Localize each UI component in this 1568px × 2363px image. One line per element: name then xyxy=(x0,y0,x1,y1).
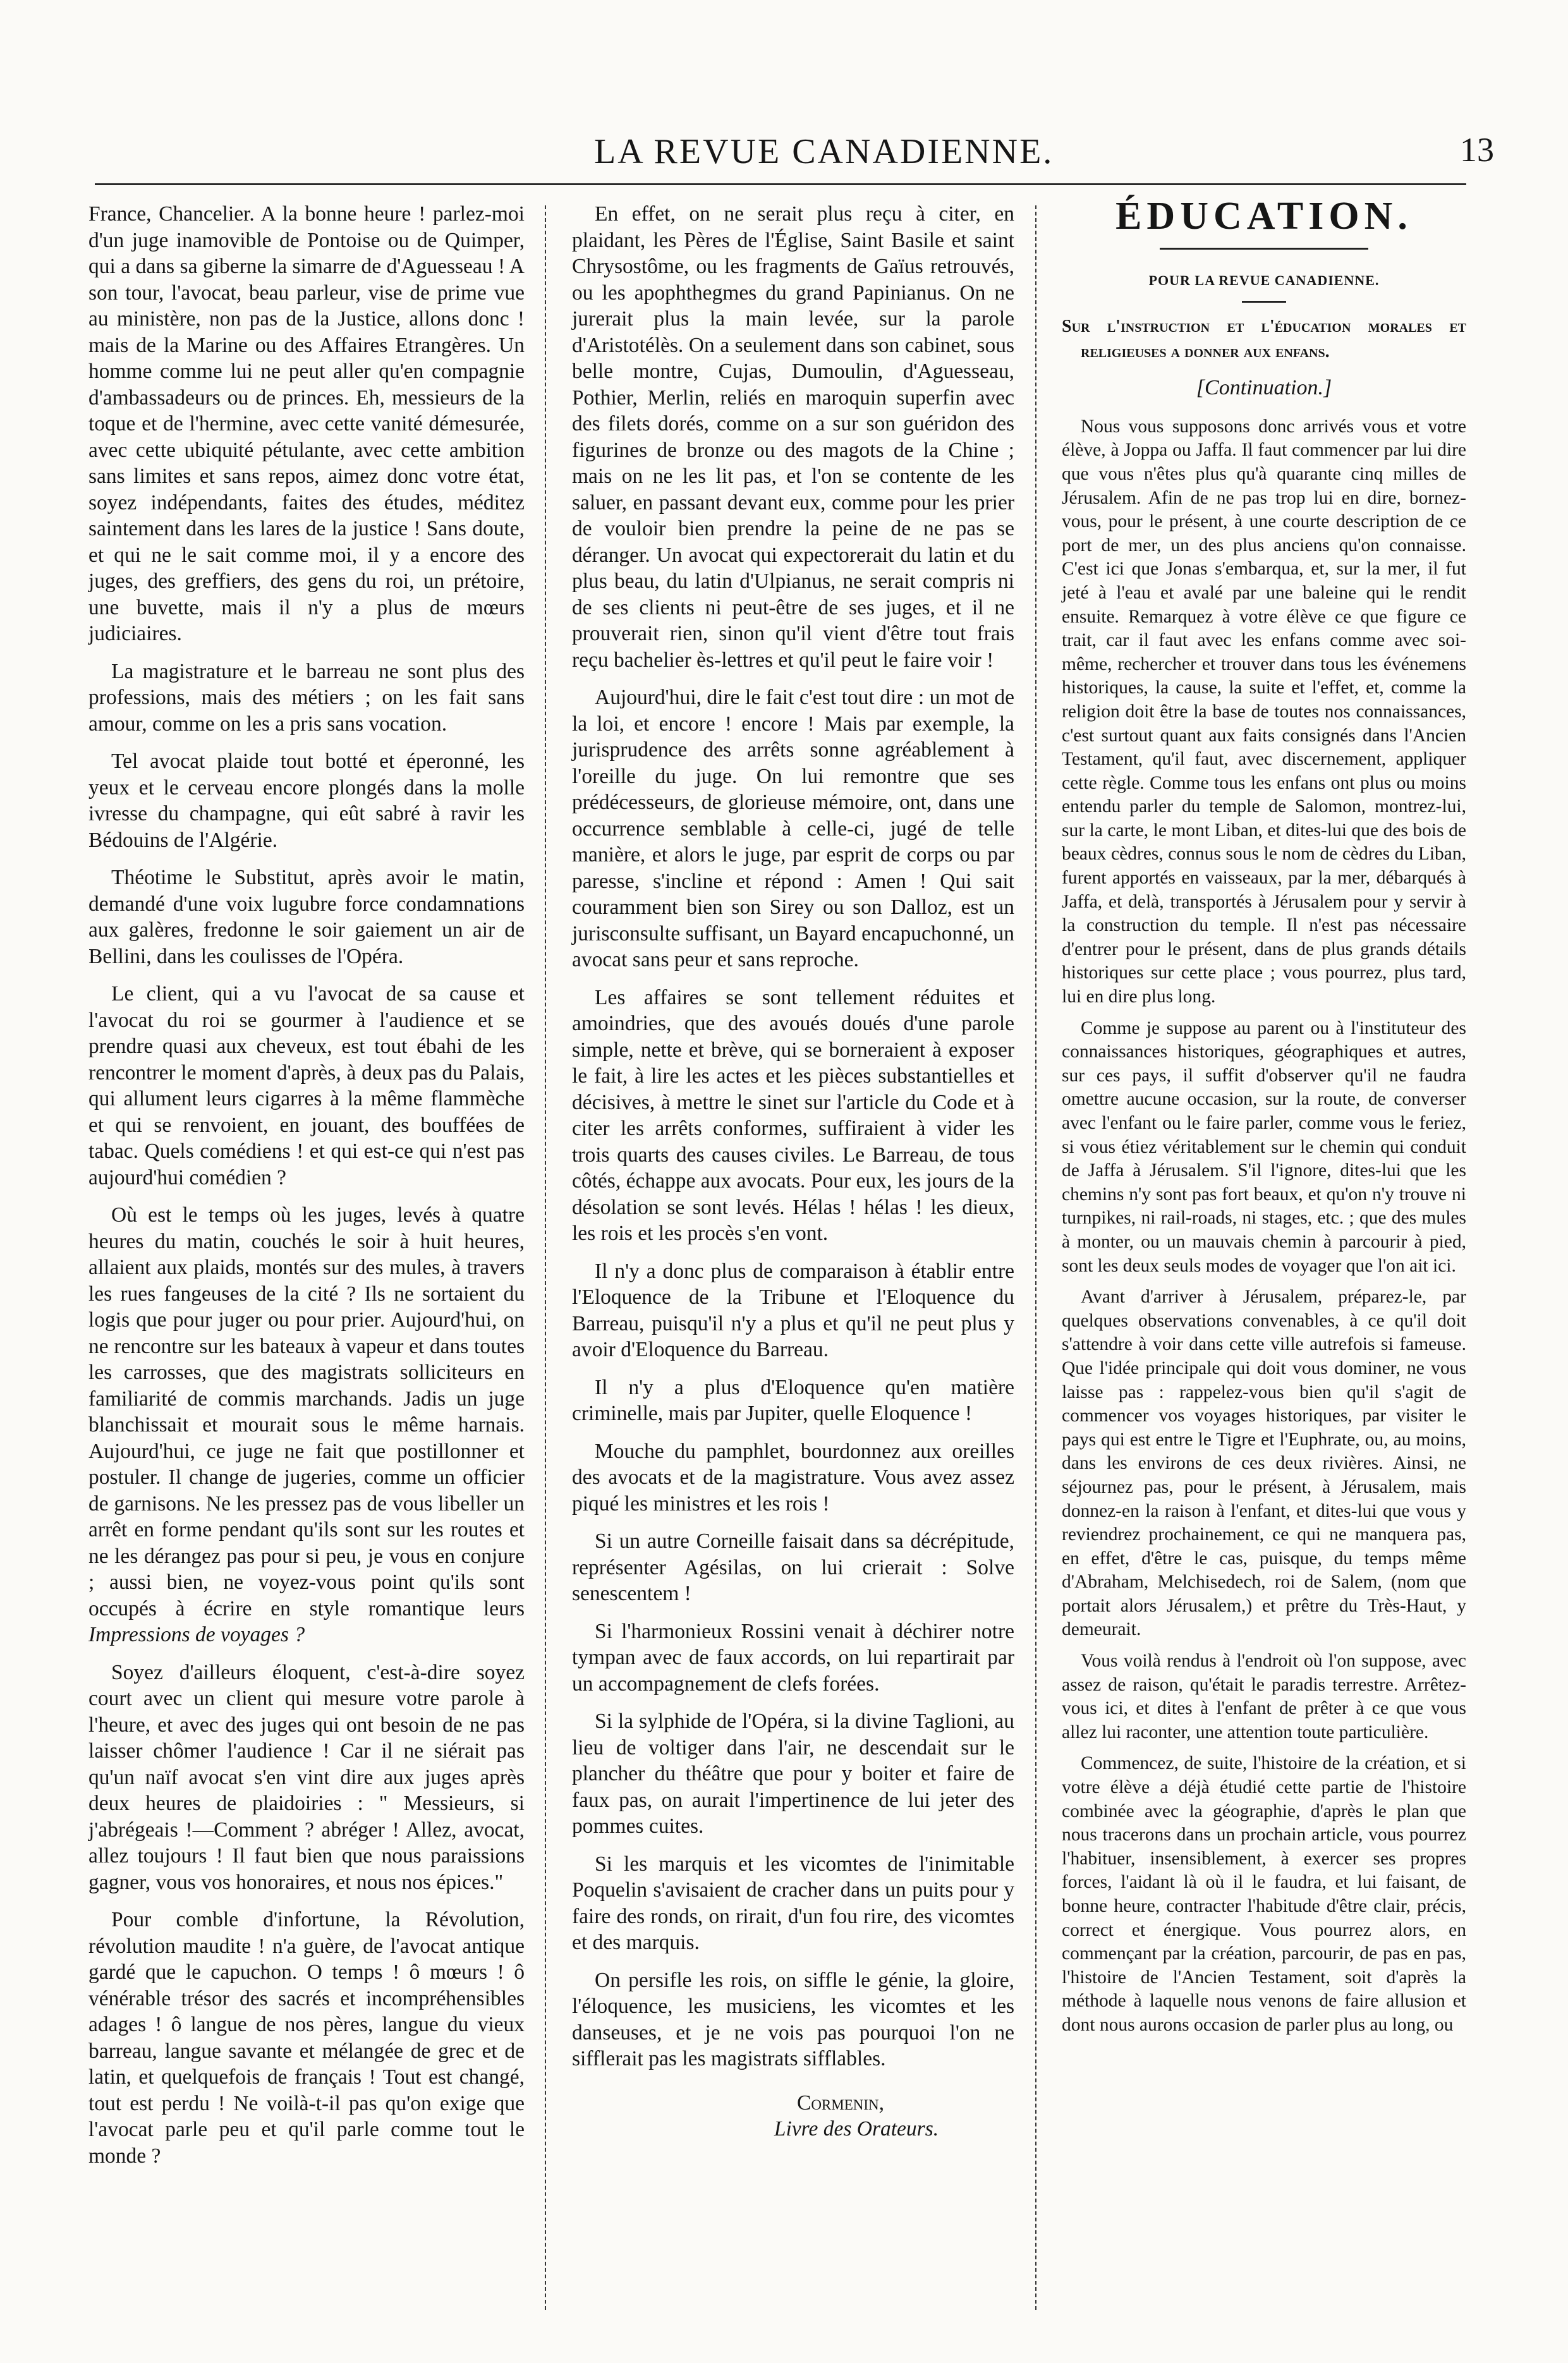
paragraph: Si les marquis et les vicomtes de l'inimitable Poquelin s'avisaient de cracher dans un puits pour y faire des ronds, on rirait, d'un fou rire, des vicomtes et des marquis. xyxy=(572,1852,1014,1954)
italic-work-title: Impressions de voyages ? xyxy=(88,1623,305,1646)
paragraph: Si l'harmonieux Rossini venait à déchirer notre tympan avec de faux accords, on lui repartirait par un accompagnement de clefs forées. xyxy=(572,1619,1014,1696)
paragraph: En effet, on ne serait plus reçu à citer, en plaidant, les Pères de l'Église, Saint Basile et saint Chrysostôme, ou les fragments de Gaïus retrouvés, ou les apophthegmes du grand Papinianus. On ne jurerait plus la main levée, sur la parole d'Aristotélès. On a seulement dans son cabinet, sous belle montre, Cujas, Dumoulin, d'Aguesseau, Pothier, Merlin, reliés en maroquin superfin avec des filets dorés, comme on a sur son guéridon des figurines de bronze ou des magots de la Chine ; mais on ne les lit pas, et l'on se contente de les saluer, en passant devant eux, comme pour les prier de vouloir bien prendre la peine de ne pas se déranger. Un avocat qui expectorerait du latin et du plus beau, du latin d'Ulpianus, ne serait compris ni de ses clients ni peut-être de ses juges, et il ne prouverait rien, sinon qu'il vient d'être tout frais reçu bachelier ès-lettres et qu'il peut le faire voir ! xyxy=(572,202,1014,672)
column-2 xyxy=(572,201,1014,2142)
paragraph: Théotime le Substitut, après avoir le matin, demandé d'une voix lugubre force condamnations aux galères, fredonne le soir gaiement un air de Bellini, dans les coulisses de l'Opéra. xyxy=(88,866,525,968)
column-1 xyxy=(88,201,525,2180)
paragraph-with-title xyxy=(88,1202,525,1648)
source-work: Livre des Orateurs. xyxy=(774,2117,939,2141)
paragraph: France, Chancelier. A la bonne heure ! parlez-moi d'un juge inamovible de Pontoise ou de Quimper, qui a dans sa giberne la simarre de d'Aguesseau ! A son tour, l'avocat, beau parleur, vise de prime vue au ministère, non pas de la Justice, allons donc ! mais de la Marine ou des Affaires Etrangères. Un homme comme lui ne peut aller qu'en compagnie d'ambassadeurs ou de princes. Eh, messieurs de la toque et de l'hermine, avec cette vanité démesurée, avec cette ubiquité pétulante, avec cette ambition sans limites et sans repos, aimez donc votre état, soyez indépendants, faites des études, méditez saintement dans les lares de la justice ! Sans doute, et qui ne le sait comme moi, il y a encore des juges, des greffiers, des gens du roi, un prétoire, une buvette, mais il n'y a plus de mœurs judiciaires. xyxy=(88,202,525,645)
paragraph: Comme je suppose au parent ou à l'instituteur des connaissances historiques, géographiques et autres, sur ces pays, il suffit d'observer qu'il ne faudra omettre aucune occasion, sur la route, de converser avec l'enfant ou le faire parler, comme vous le feriez, si vous étiez véritablement sur le chemin qui conduit de Jaffa à Jérusalem. S'il l'ignore, dites-lui que les chemins n'y sont pas fort beaux, et qu'on n'y trouve ni turnpikes, ni rail-roads, ni stages, etc. ; que des mules à monter, ou un mauvais chemin à parcourir à pied, sont les deux seuls modes de voyager que l'on ait ici. xyxy=(1062,1017,1466,1276)
paragraph: Le client, qui a vu l'avocat de sa cause et l'avocat du roi se gourmer à l'audience et se prendre quasi aux cheveux, est tout ébahi de les rencontrer le moment d'après, à deux pas du Palais, qui allument leurs cigarres à la même flammèche et qui se renvoient, en jouant, des bouffées de tabac. Quels comédiens ! et qui est-ce qui n'est pas aujourd'hui comédien ? xyxy=(88,982,525,1189)
paragraph: Mouche du pamphlet, bourdonnez aux oreilles des avocats et de la magistrature. Vous avez assez piqué les ministres et les rois ! xyxy=(572,1439,1014,1516)
column-3 xyxy=(1062,195,1466,2045)
section-title: ÉDUCATION. xyxy=(1115,195,1413,238)
byline: POUR LA REVUE CANADIENNE. xyxy=(1148,272,1380,288)
byline-rule xyxy=(1242,301,1286,303)
header-rule xyxy=(95,183,1466,185)
paragraph: Avant d'arriver à Jérusalem, préparez-le, par quelques observations convenables, à ce qu'il doit s'attendre à voir dans cette ville autrefois si fameuse. Que l'idée principale qui doit vous dominer, ne vous laisse pas : rappelez-vous bien qu'il s'agit de commencer vos voyages historiques, par visiter le pays qui est entre le Tigre et l'Euphrate, ou, au moins, dans les environs de ces deux rivières. Ainsi, ne séjournez pas, pour le présent, à Jérusalem, mais donnez-en la raison à l'enfant, et dites-lui que vous y reviendrez prochainement, ce qui ne manquera pas, en effet, d'être le cas, puisque, du temps même d'Abraham, Melchisedech, roi de Salem, (nom que portait alors Jérusalem,) et prêtre du Très-Haut, y demeurait. xyxy=(1062,1287,1466,1640)
paragraph: Pour comble d'infortune, la Révolution, révolution maudite ! n'a guère, de l'avocat antique gardé que le capuchon. O temps ! ô mœurs ! ô vénérable trésor des sacrés et incompréhensibles adages ! ô langue de nos pères, langue du vieux barreau, langue savante et mélangée de grec et de latin, et quelquefois de français ! Tout est changé, tout est perdu ! Ne voilà-t-il pas qu'on exige que l'avocat parle peu et qu'il parle comme tout le monde ? xyxy=(88,1908,525,2168)
section-rule xyxy=(1160,248,1368,250)
paragraph: Commencez, de suite, l'histoire de la création, et si votre élève a déjà étudié cette partie de l'histoire combinée avec la géographie, d'après le plan que nous tracerons dans un prochain article, vous pourrez l'habituer, insensiblement, à exercer ses propres forces, l'aidant là où il le faudra, et lui faisant, de bonne heure, contracter l'habitude d'être clair, précis, correct et énergique. Vous pourrez alors, en commençant par la création, parcourir, de pas en pas, l'histoire de l'Ancien Testament, soit d'après la méthode à laquelle nous venons de faire allusion et dont nous aurons occasion de parler plus au long, ou xyxy=(1062,1753,1466,2035)
paragraph: Les affaires se sont tellement réduites et amoindries, que des avoués doués d'une parole simple, nette et brève, qui se borneraient à exposer le fait, à lire les actes et les pièces substantielles et décisives, à mettre le sinet sur l'article du Code et à citer les arrêts conformes, suffiraient à vider les trois quarts des causes civiles. Le Barreau, de tous côtés, échappe aux avocats. Pour eux, les jours de la désolation se sont levés. Hélas ! hélas ! les dieux, les rois et les procès s'en vont. xyxy=(572,985,1014,1245)
article-subtitle: Sur l'instruction et l'éducation morales et religieuses a donner aux enfans. xyxy=(1062,317,1466,362)
author-name: Cormenin, xyxy=(796,2091,885,2115)
paragraph: On persifle les rois, on siffle le génie, la gloire, l'éloquence, les musiciens, les vicomtes et les danseuses, et je ne vois pas pourquoi l'on ne sifflerait pas les magistrats sifflables. xyxy=(572,1968,1014,2070)
paragraph: Si la sylphide de l'Opéra, si la divine Taglioni, au lieu de voltiger dans l'air, ne descendait sur le plancher du théâtre que pour y boiter et faire de faux pas, on aurait l'impertinence de lui jeter des pommes cuites. xyxy=(572,1710,1014,1838)
column-divider-1 xyxy=(545,205,546,2310)
paragraph: Aujourd'hui, dire le fait c'est tout dire : un mot de la loi, et encore ! encore ! Mais par exemple, la jurisprudence des arrêts sonne agréablement à l'oreille du juge. On lui remontre que ses prédécesseurs, de glorieuse mémoire, ont, dans une occurrence semblable à celle-ci, jugé de telle manière, et alors le juge, par esprit de corps ou par paresse, s'incline et répond : Amen ! Qui sait couramment bien son Sirey ou son Dalloz, est un jurisconsulte suffisant, un Bayard encapuchonné, un avocat sans peur et sans reproche. xyxy=(572,686,1014,971)
column-divider-2 xyxy=(1035,205,1036,2310)
paragraph: Il n'y a donc plus de comparaison à établir entre l'Eloquence de la Tribune et l'Eloquence du Barreau, puisqu'il n'y a plus et qu'il ne peut plus y avoir d'Eloquence du Barreau. xyxy=(572,1259,1014,1361)
paragraph-text: Où est le temps où les juges, levés à quatre heures du matin, couchés le soir à huit heures, allaient aux plaids, montés sur des mules, à travers les rues fangeuses de la cité ? Ils ne sortaient du logis que pour juger ou pour prier. Aujourd'hui, on ne rencontre sur les bateaux à vapeur et dans toutes les carrosses, que des magistrats solliciteurs en familiarité de commis marchands. Jadis un juge blanchissait et mourait sous le même harnais. Aujourd'hui, ce juge ne fait que postillonner et postuler. Il change de jugeries, comme un officier de garnisons. Ne les pressez pas de vous libeller un arrêt en forme pendant qu'ils sont sur les routes et ne les dérangez pas pour si peu, je vous en conjure ; aussi bien, ne voyez-vous point qu'ils sont occupés à écrire en style romantique leurs xyxy=(88,1203,525,1620)
paragraph: Tel avocat plaide tout botté et éperonné, les yeux et le cerveau encore plongés dans la molle ivresse du champagne, qui eût sabré à ravir les Bédouins de l'Algérie. xyxy=(88,750,525,852)
paragraph: Nous vous supposons donc arrivés vous et votre élève, à Joppa ou Jaffa. Il faut commencer par lui dire que vous n'êtes plus qu'à quarante cinq milles de Jérusalem. Afin de ne pas trop lui en dire, bornez-vous, pour le présent, à une courte description de ce port de mer, un des plus anciens qu'on connaisse. C'est ici que Jonas s'embarqua, et, sur la mer, il fut jeté à l'eau et avalé par une baleine qui le rendit ensuite. Remarquez à votre élève ce que figure ce trait, car il faut avec les enfans comme avec soi-même, rechercher et trouver dans tous les événemens historiques, la cause, la suite et l'effet, et, comme la religion doit être la base de toutes nos connaissances, c'est surtout quant aux faits consignés dans l'Ancien Testament, qu'il faut, avec discernement, appliquer cette règle. Comme tous les enfans ont plus ou moins entendu parler du temple de Salomon, montrez-lui, sur la carte, le mont Liban, et dites-lui que des bois de beaux cèdres, connus sous le nom de cèdres du Liban, furent apportés en vaisseaux, par la mer, débarqués à Jaffa, et delà, transportés à Jérusalem pour y servir à la construction du temple. Il n'est pas nécessaire d'entrer pour le présent, dans de plus grands détails historiques sur cette place ; vous pourrez, plus tard, lui en dire plus long. xyxy=(1062,416,1466,1007)
paragraph: Il n'y a plus d'Eloquence qu'en matière criminelle, mais par Jupiter, quelle Eloquence ! xyxy=(572,1375,1014,1425)
page-number: 13 xyxy=(1460,131,1494,169)
paragraph: Si un autre Corneille faisait dans sa décrépitude, représenter Agésilas, on lui crierait : Solve senescentem ! xyxy=(572,1529,1014,1605)
paragraph: Soyez d'ailleurs éloquent, c'est-à-dire soyez court avec un client qui mesure votre parole à l'heure, et avec des juges qui ont besoin de ne pas laisser chômer l'audience ! Car il ne siérait pas qu'un naïf avocat s'en vint dire aux juges après deux heures de plaidoiries : " Messieurs, si j'abrégeais !—Comment ? abréger ! Allez, avocat, allez toujours ! Il faut bien que nous paraissions gagner, vous vos honoraires, et nous nos épices." xyxy=(88,1660,525,1894)
paragraph: Vous voilà rendus à l'endroit où l'on suppose, avec assez de raison, qu'était le paradis terrestre. Arrêtez-vous ici, et dites à l'enfant de prêter à ce que vous allez lui raconter, une attention toute particulière. xyxy=(1062,1651,1466,1742)
signature xyxy=(572,2090,1014,2142)
continuation-label: [Continuation.] xyxy=(1196,376,1332,400)
journal-title: LA REVUE CANADIENNE. xyxy=(594,132,1054,171)
paragraph: La magistrature et le barreau ne sont plus des professions, mais des métiers ; on les fait sans amour, comme on les a pris sans vocation. xyxy=(88,659,525,736)
